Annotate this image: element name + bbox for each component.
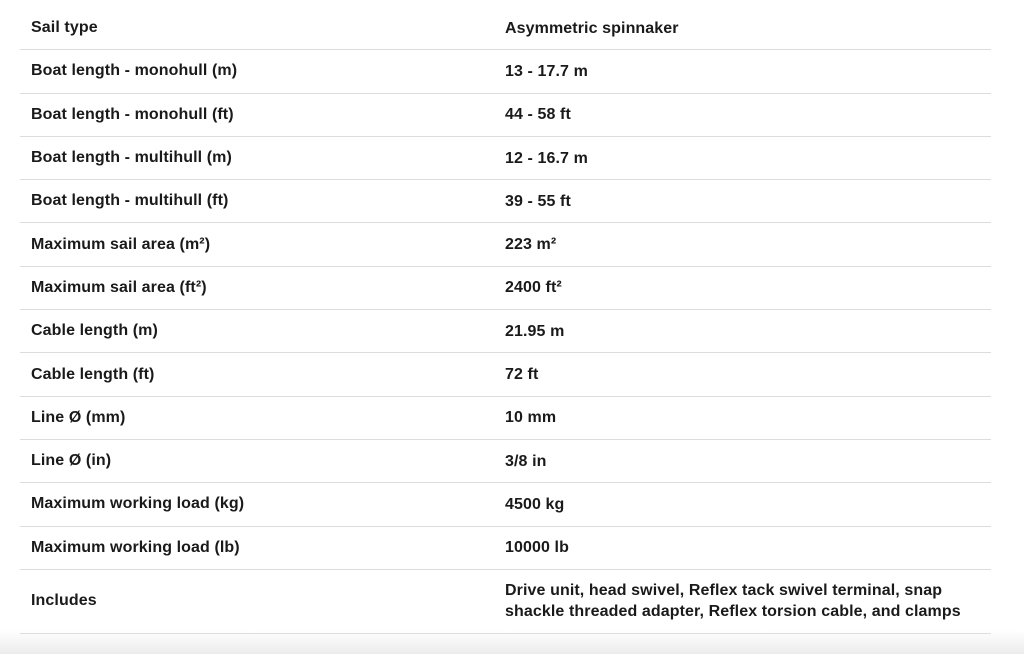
- table-row: [20, 137, 991, 180]
- spec-label: Boat length - monohull (m): [31, 62, 238, 80]
- spec-value: Asymmetric spinnaker: [505, 19, 679, 37]
- spec-label: Boat length - multihull (m): [31, 149, 232, 167]
- table-row: [20, 310, 991, 353]
- spec-value: 21.95 m: [505, 322, 565, 340]
- table-row: [20, 180, 991, 223]
- spec-label: Boat length - monohull (ft): [31, 105, 234, 123]
- spec-value: 223 m²: [505, 236, 557, 254]
- spec-label: Line Ø (mm): [31, 408, 126, 426]
- spec-value: 4500 kg: [505, 495, 565, 513]
- spec-label: Includes: [31, 592, 97, 610]
- table-row: [20, 223, 991, 266]
- spec-label: Sail type: [31, 19, 98, 37]
- spec-label: Cable length (ft): [31, 365, 155, 383]
- table-row: [20, 440, 991, 483]
- table-row: [20, 353, 991, 396]
- table-row: [20, 7, 991, 50]
- spec-label: Cable length (m): [31, 322, 158, 340]
- table-row: [20, 94, 991, 137]
- spec-label: Maximum working load (kg): [31, 495, 245, 513]
- spec-label: Maximum sail area (m²): [31, 235, 211, 253]
- spec-value: Drive unit, head swivel, Reflex tack swivel terminal, snap shackle threaded adapter, Reflex torsion cable, and clamps: [505, 582, 961, 621]
- table-row: [20, 527, 991, 570]
- spec-label: Maximum working load (lb): [31, 538, 240, 556]
- spec-value: 10000 lb: [505, 539, 569, 557]
- spec-value: 12 - 16.7 m: [505, 149, 588, 167]
- spec-value: 72 ft: [505, 366, 539, 384]
- table-row: [20, 483, 991, 526]
- table-row: [20, 570, 991, 634]
- spec-value: 3/8 in: [505, 452, 547, 470]
- specifications-table: [20, 7, 991, 634]
- spec-label: Maximum sail area (ft²): [31, 278, 207, 296]
- spec-label: Line Ø (in): [31, 452, 112, 470]
- spec-value: 2400 ft²: [505, 279, 562, 297]
- spec-label: Boat length - multihull (ft): [31, 192, 229, 210]
- spec-value: 13 - 17.7 m: [505, 62, 588, 80]
- spec-value: 10 mm: [505, 409, 557, 427]
- table-row: [20, 267, 991, 310]
- table-row: [20, 397, 991, 440]
- spec-value: 44 - 58 ft: [505, 106, 571, 124]
- spec-value: 39 - 55 ft: [505, 192, 571, 210]
- table-row: [20, 50, 991, 93]
